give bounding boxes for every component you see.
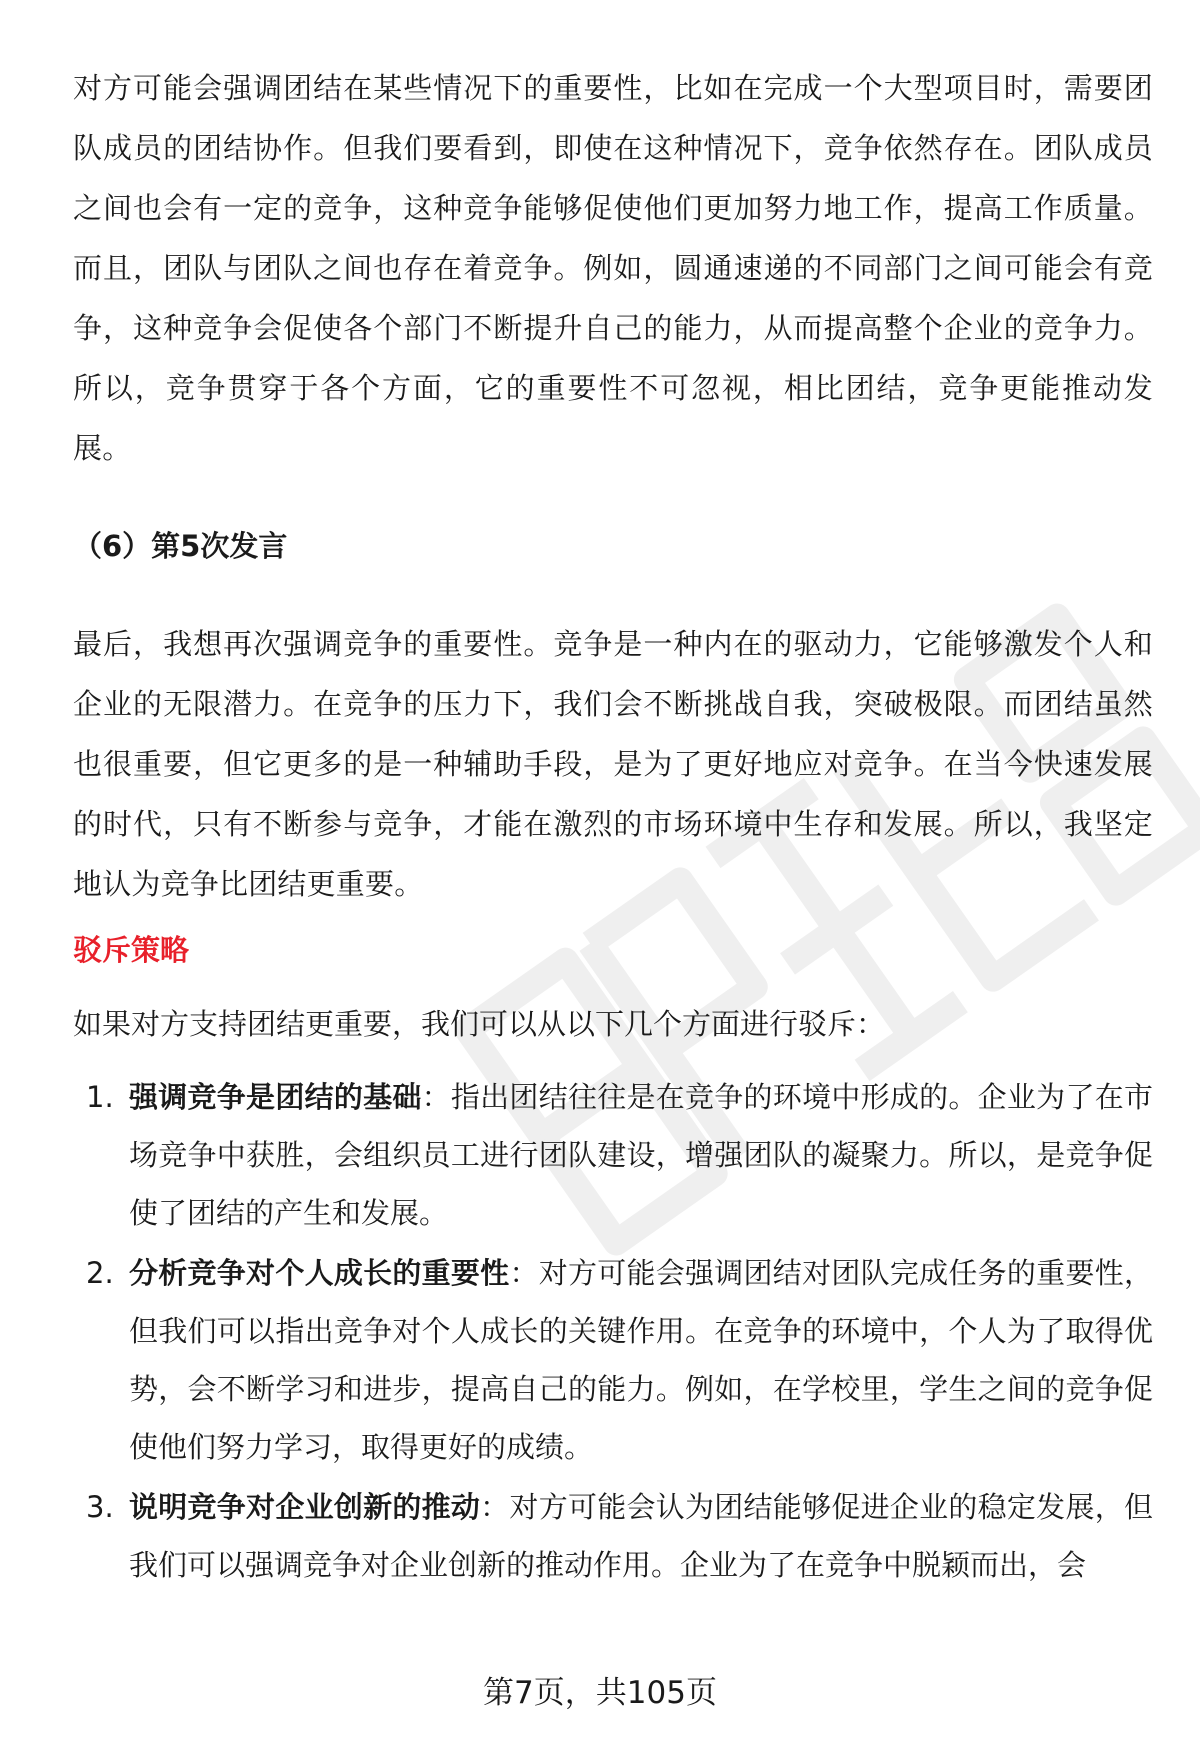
list-item-title: 分析竞争对个人成长的重要性 (129, 1256, 510, 1290)
body-paragraph-2: 最后，我想再次强调竞争的重要性。竞争是一种内在的驱动力，它能够激发个人和企业的无限潜力。在竞争的压力下，我们会不断挑战自我，突破极限。而团结虽然也很重要，但它更多的是一种辅助手段，是为了更好地应对竞争。在当今快速发展的时代，只有不断参与竞争，才能在激烈的市场环境中生存和发展。所以，我坚定地认为竞争比团结更重要。 (73, 627, 1153, 901)
list-item-title: 说明竞争对企业创新的推动 (129, 1490, 481, 1524)
section-heading: （6）第5次发言 (73, 529, 288, 563)
page-footer: 第7页，共105页 (483, 1675, 717, 1711)
document-body (73, 58, 1153, 1596)
list-item (73, 1068, 1153, 1242)
list-item-text: ：对方可能会强调团结对团队完成任务的重要性，但我们可以指出竞争对个人成长的关键作用。在竞争的环境中，个人为了取得优势，会不断学习和进步，提高自己的能力。例如，在学校里，学生之间的竞争促使他们努力学习，取得更好的成绩。 (129, 1256, 1153, 1464)
list-item-number: 2. (86, 1256, 114, 1290)
strategy-list (73, 1068, 1153, 1594)
list-item (73, 1478, 1153, 1594)
body-paragraph-1: 对方可能会强调团结在某些情况下的重要性，比如在完成一个大型项目时，需要团队成员的团结协作。但我们要看到，即使在这种情况下，竞争依然存在。团队成员之间也会有一定的竞争，这种竞争能够促使他们更加努力地工作，提高工作质量。而且，团队与团队之间也存在着竞争。例如，圆通速递的不同部门之间可能会有竞争，这种竞争会促使各个部门不断提升自己的能力，从而提高整个企业的竞争力。所以，竞争贯穿于各个方面，它的重要性不可忽视，相比团结，竞争更能推动发展。 (73, 71, 1153, 465)
strategy-intro: 如果对方支持团结更重要，我们可以从以下几个方面进行驳斥： (73, 1007, 886, 1041)
list-item-text: ：对方可能会认为团结能够促进企业的稳定发展，但我们可以强调竞争对企业创新的推动作用。企业为了在竞争中脱颖而出，会 (129, 1490, 1153, 1582)
list-item-number: 1. (86, 1080, 114, 1114)
list-item (73, 1244, 1153, 1476)
list-item-text: ：指出团结往往是在竞争的环境中形成的。企业为了在市场竞争中获胜，会组织员工进行团队建设，增强团队的凝聚力。所以，是竞争促使了团结的产生和发展。 (129, 1080, 1153, 1230)
list-item-number: 3. (86, 1490, 114, 1524)
list-item-title: 强调竞争是团结的基础 (129, 1080, 422, 1114)
strategy-heading: 驳斥策略 (73, 933, 190, 967)
